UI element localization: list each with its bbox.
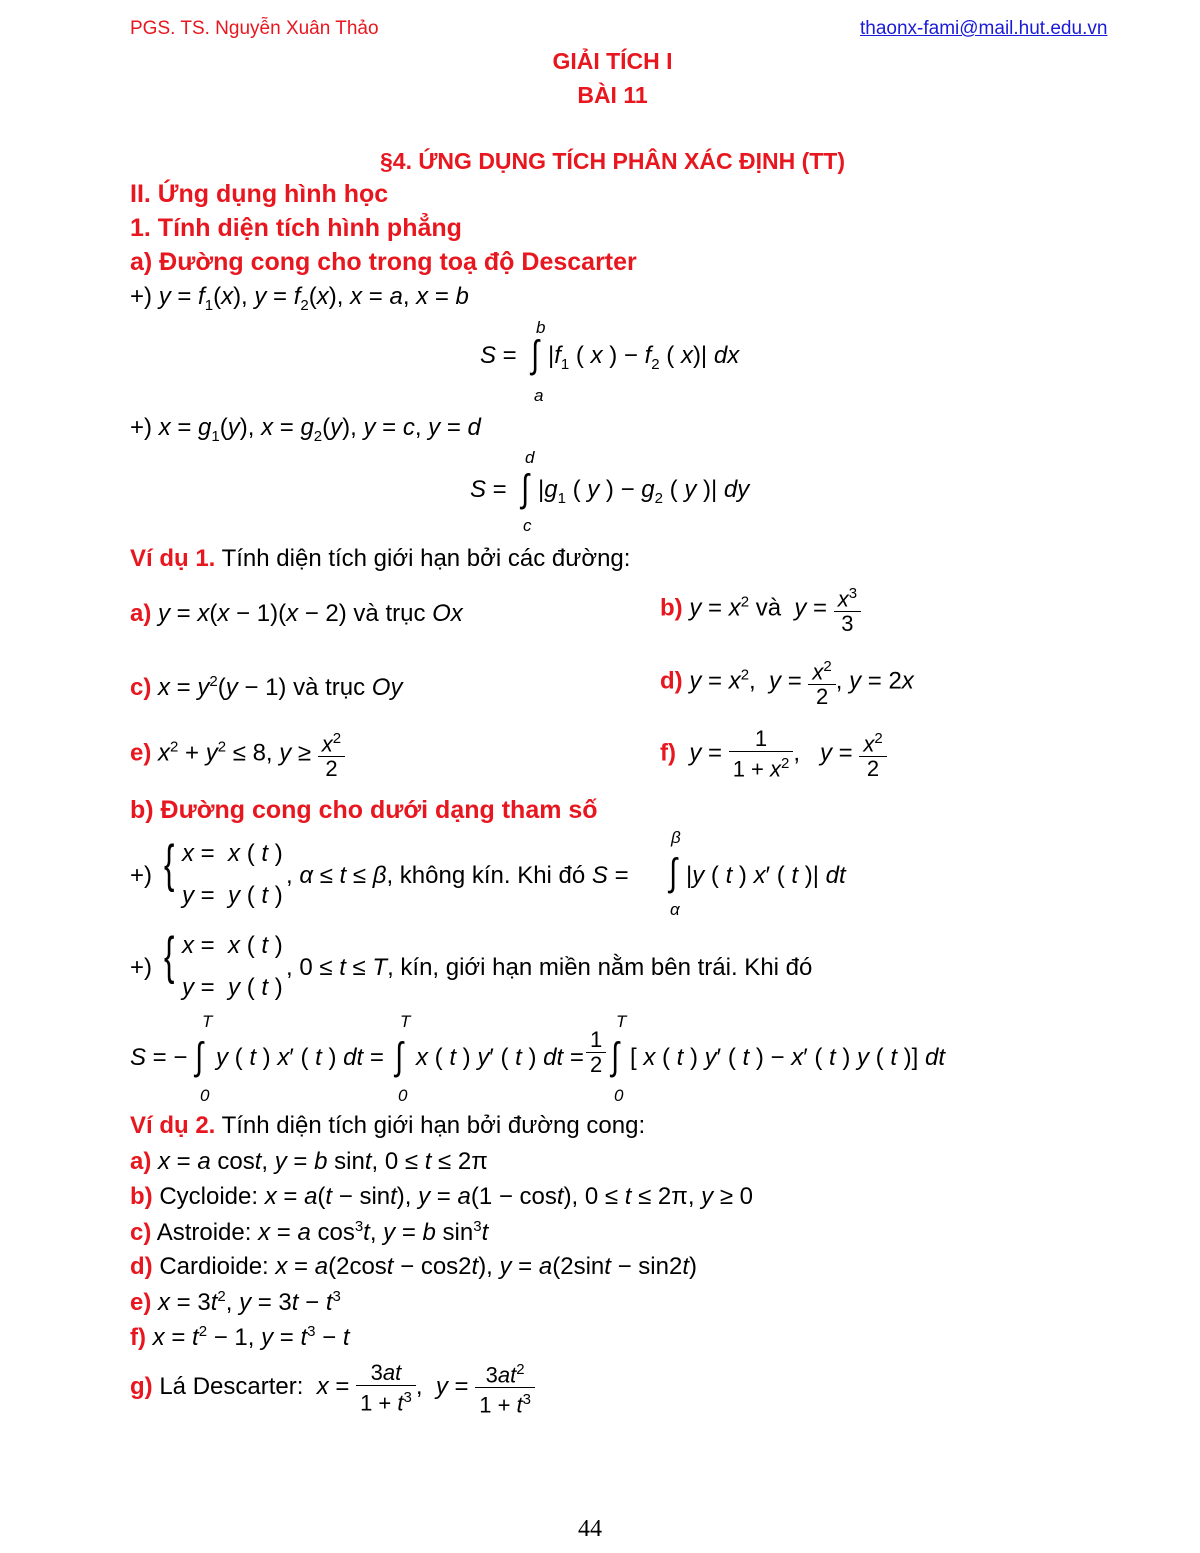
example-2-text: Tính diện tích giới hạn bởi đường cong: xyxy=(215,1112,646,1139)
example-2-label: Ví dụ 2. xyxy=(130,1112,216,1139)
parametric-open-formula: +) { x = x ( t ) y = y ( t ) , α ≤ t ≤ β, không kín. Khi đó S = β ∫ |y ( t ) x′ ( t )| dt α xyxy=(130,828,846,919)
ex1-item-b: b) $y = x^2$ và y = $\frac{x^3}{3}$ xyxy=(660,582,861,636)
ex1-item-e: e) $x^2 + y^2 \le 8$, y ≥ $\frac{x^2}{2}$ xyxy=(130,727,345,781)
heading-geometric-applications: II. Ứng dụng hình học xyxy=(130,180,389,208)
ex2-item-f: f) $x = t^2 - 1$, $y = t^3 - t$ xyxy=(130,1323,350,1351)
ex1-item-d: d) $y = x^2$, y = $\frac{x^2}{2}$ , y = 2x xyxy=(660,658,914,710)
author-header: PGS. TS. Nguyễn Xuân Thảo xyxy=(130,18,379,39)
example-1-text: Tính diện tích giới hạn bởi các đường: xyxy=(215,545,631,572)
heading-descartes-curve: a) Đường cong cho trong toạ độ Descarter xyxy=(130,248,637,276)
ex2-item-b: b) Cycloide: x = a(t − sint), y = a(1 − cost), 0 ≤ t ≤ 2π, y ≥ 0 xyxy=(130,1183,754,1210)
ex1-item-f: f) y = $\frac{1}{1 + x^2}$ , y = $\frac{x^2}{2}$ xyxy=(660,727,887,781)
area-formula-x: b S = ∫ $|f_1$ ( x ) − $f_2$ ( x)| dx a xyxy=(480,318,740,405)
formula-line-1: +) $y = f_1(x)$, $y = f_2(x)$, x = a, x = b xyxy=(130,283,469,314)
ex2-item-c: c) Astroide: x = a $\cos^3t$, y = b $\sin^3t$ xyxy=(130,1218,489,1246)
heading-parametric-curve: b) Đường cong cho dưới dạng tham số xyxy=(130,796,598,824)
ex1-item-a: a) y = x(x − 1)(x − 2) và trục Ox xyxy=(130,600,463,627)
page-number: 44 xyxy=(578,1516,602,1542)
email-link[interactable]: thaonx-fami@mail.hut.edu.vn xyxy=(860,18,1108,39)
example-1-label: Ví dụ 1. xyxy=(130,545,216,572)
parametric-area-formula: T S = − ∫ y ( t ) x′ ( t ) dt = 0 T ∫ x ( t ) y′ ( t ) dt = 0 $\frac{1}{2}$ T ∫ [ x ( t ) y′ ( t ) − x′ ( t ) y ( t )] dt 0 xyxy=(130,1012,946,1105)
section-title: §4. ỨNG DỤNG TÍCH PHÂN XÁC ĐỊNH (TT) xyxy=(379,148,846,174)
ex2-item-e: e) $x = 3t^2$, $y = 3t - t^3$ xyxy=(130,1288,341,1316)
parametric-closed-formula: +) { x = x ( t ) y = y ( t ) , 0 ≤ t ≤ T, kín, giới hạn miền nằm bên trái. Khi đó xyxy=(130,927,813,1001)
ex1-item-c: c) $x = y^2(y - 1)$ và trục Oy xyxy=(130,673,403,701)
course-title: GIẢI TÍCH I xyxy=(552,48,673,74)
ex2-item-a: a) x = a cost, y = b sint, 0 ≤ t ≤ 2π xyxy=(130,1148,488,1175)
example-2-intro xyxy=(130,1112,645,1140)
ex2-item-d: d) Cardioide: x = a(2cost − cos2t), y = a(2sint − sin2t) xyxy=(130,1253,697,1280)
area-formula-y: d S = ∫ $|g_1$ ( y ) − $g_2$ ( y )| dy c xyxy=(470,448,750,535)
formula-line-2: +) $x = g_1(y)$, $x = g_2(y)$, y = c, y = d xyxy=(130,414,481,445)
ex2-item-g: g) Lá Descarter: x = $\frac{3at}{1 + t^3}$ , y = $\frac{3at^2}{1 + t^3}$ xyxy=(130,1358,535,1418)
example-1-intro xyxy=(130,545,630,573)
lesson-title: BÀI 11 xyxy=(577,82,648,108)
heading-plane-area: 1. Tính diện tích hình phẳng xyxy=(130,214,462,242)
